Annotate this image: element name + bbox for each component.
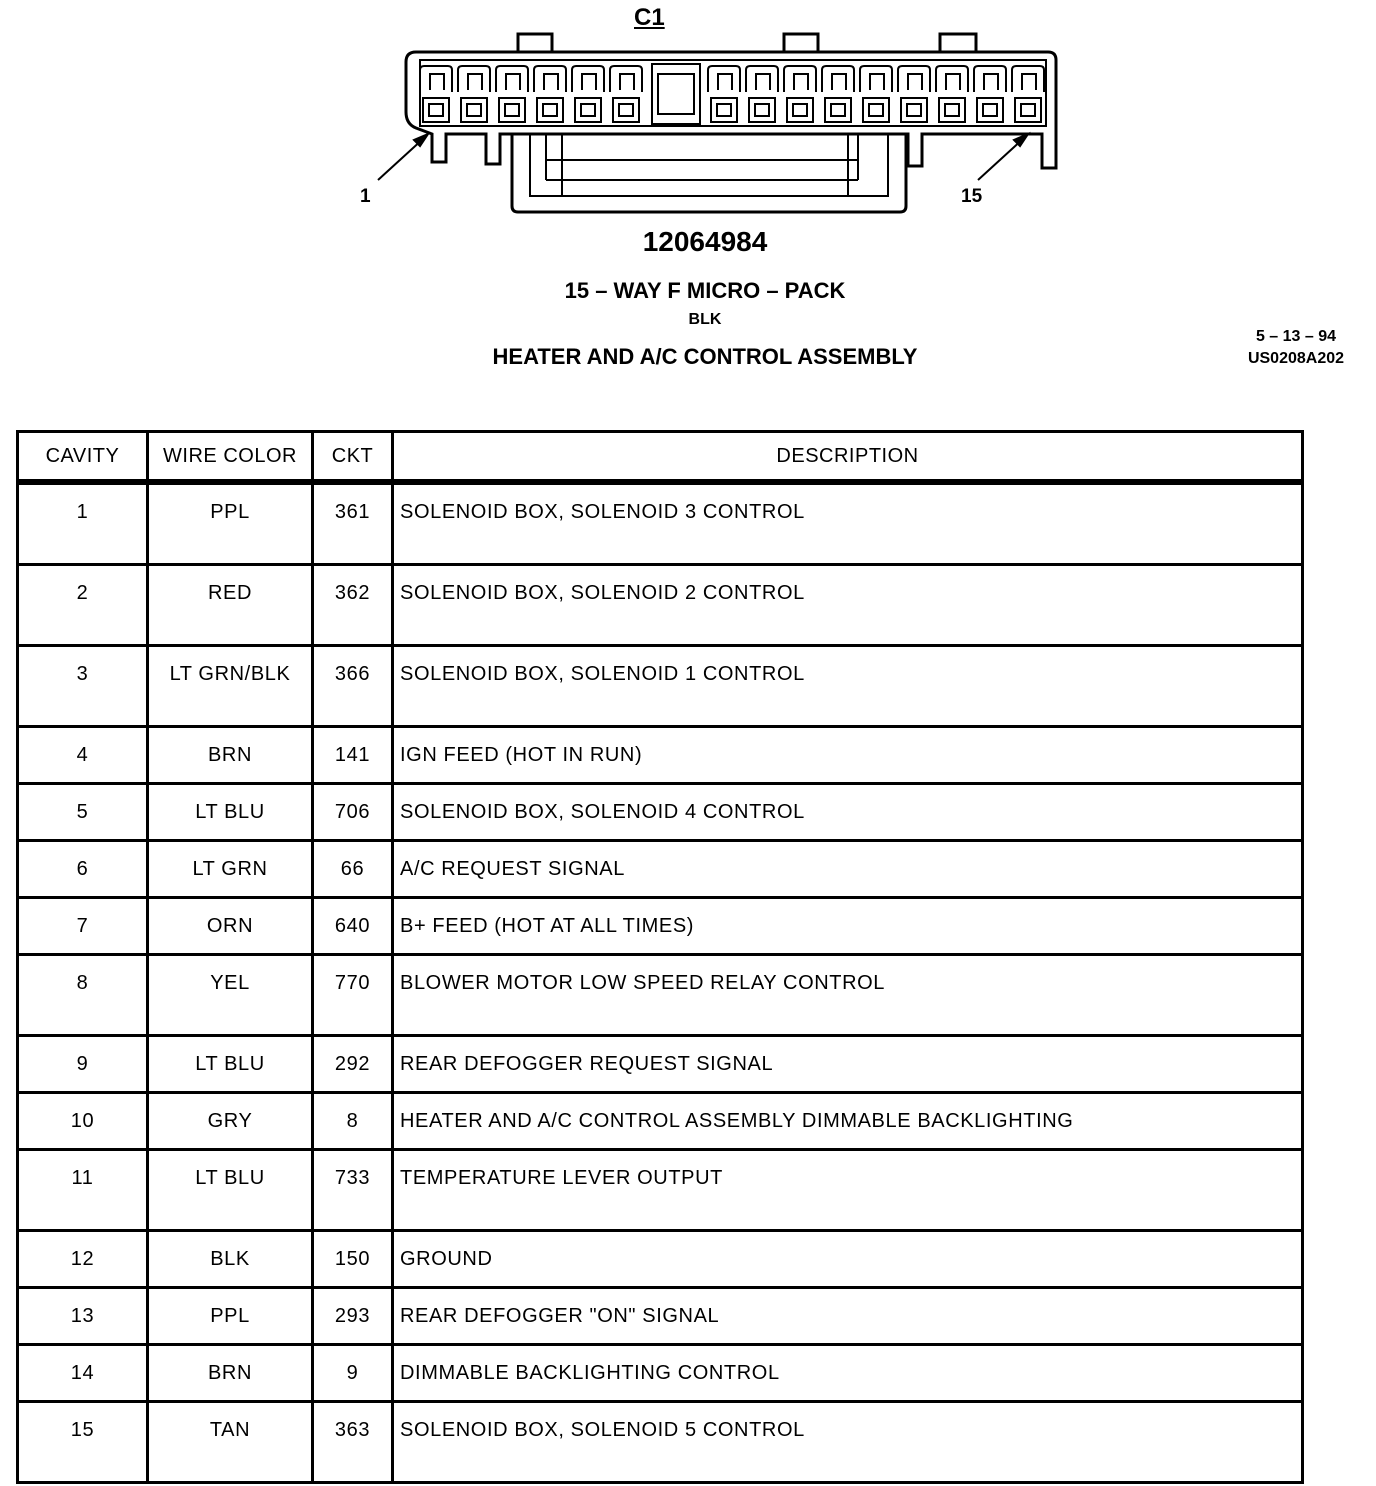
description-cell: B+ FEED (HOT AT ALL TIMES) <box>393 898 1303 955</box>
cavity-latch <box>936 66 968 92</box>
description-cell: HEATER AND A/C CONTROL ASSEMBLY DIMMABLE BACKLIGHTING <box>393 1093 1303 1150</box>
description-cell: REAR DEFOGGER REQUEST SIGNAL <box>393 1036 1303 1093</box>
description-cell: GROUND <box>393 1231 1303 1288</box>
cavity-terminal <box>901 98 927 122</box>
cavity-cell: 8 <box>18 955 148 1036</box>
cavity-latch <box>496 66 528 92</box>
cavity-terminal <box>423 98 449 122</box>
figure-date: 5 – 13 – 94 <box>1255 328 1337 345</box>
column-header-cavity: CAVITY <box>18 432 148 483</box>
connector-id: C1 <box>634 4 665 31</box>
wire-color-cell: LT BLU <box>148 784 313 841</box>
description-cell: SOLENOID BOX, SOLENOID 5 CONTROL <box>393 1402 1303 1483</box>
connector-type: 15 – WAY F MICRO – PACK <box>564 278 846 303</box>
pin-15-label: 15 <box>961 186 983 207</box>
table-header-row <box>18 432 1303 483</box>
cavity-cell: 15 <box>18 1402 148 1483</box>
cavity-terminal <box>711 98 737 122</box>
description-cell: TEMPERATURE LEVER OUTPUT <box>393 1150 1303 1231</box>
cavity-latch <box>822 66 854 92</box>
cavity-cell: 13 <box>18 1288 148 1345</box>
cavity-terminal-inner <box>983 104 997 116</box>
cavity-latch-inner <box>832 74 846 90</box>
table-row <box>18 784 1303 841</box>
cavity-terminal-inner <box>467 104 481 116</box>
wire-color-cell: LT GRN/BLK <box>148 646 313 727</box>
cavity-terminal <box>613 98 639 122</box>
table-row <box>18 646 1303 727</box>
cavity-terminal <box>537 98 563 122</box>
cavity-latch-inner <box>870 74 884 90</box>
cavity-latch <box>898 66 930 92</box>
description-cell: SOLENOID BOX, SOLENOID 4 CONTROL <box>393 784 1303 841</box>
cavity-latch-inner <box>794 74 808 90</box>
description-cell: REAR DEFOGGER "ON" SIGNAL <box>393 1288 1303 1345</box>
column-header-ckt: CKT <box>313 432 393 483</box>
cavity-cell: 10 <box>18 1093 148 1150</box>
cavity-cell: 2 <box>18 565 148 646</box>
cavity-latch <box>572 66 604 92</box>
cavity-terminal <box>499 98 525 122</box>
cavity-terminal-inner <box>831 104 845 116</box>
cavity-terminal-inner <box>907 104 921 116</box>
table-row <box>18 1231 1303 1288</box>
cavity-terminal-inner <box>543 104 557 116</box>
cavity-terminal <box>825 98 851 122</box>
cavity-latch-inner <box>756 74 770 90</box>
column-header-description: DESCRIPTION <box>393 432 1303 483</box>
cavity-latch <box>1012 66 1044 92</box>
cavity-latch-inner <box>908 74 922 90</box>
circuit-cell: 363 <box>313 1402 393 1483</box>
circuit-cell: 8 <box>313 1093 393 1150</box>
wire-color-cell: LT GRN <box>148 841 313 898</box>
circuit-cell: 66 <box>313 841 393 898</box>
cavity-terminal-inner <box>869 104 883 116</box>
cavity-terminal-inner <box>581 104 595 116</box>
cavity-latch <box>974 66 1006 92</box>
cavity-cell: 9 <box>18 1036 148 1093</box>
description-cell: DIMMABLE BACKLIGHTING CONTROL <box>393 1345 1303 1402</box>
cavity-latch <box>534 66 566 92</box>
table-row <box>18 727 1303 784</box>
cavity-latch-inner <box>984 74 998 90</box>
description-cell: A/C REQUEST SIGNAL <box>393 841 1303 898</box>
connector-cavities <box>420 66 1044 122</box>
cavity-terminal <box>749 98 775 122</box>
cavity-cell: 6 <box>18 841 148 898</box>
cavity-latch-inner <box>430 74 444 90</box>
circuit-cell: 293 <box>313 1288 393 1345</box>
cavity-terminal <box>977 98 1003 122</box>
cavity-latch <box>784 66 816 92</box>
cavity-cell: 11 <box>18 1150 148 1231</box>
pinout-table <box>16 430 1304 1484</box>
component-name: HEATER AND A/C CONTROL ASSEMBLY <box>492 344 918 369</box>
column-header-wire-color: WIRE COLOR <box>148 432 313 483</box>
wire-color-cell: YEL <box>148 955 313 1036</box>
pinout-table-body <box>18 482 1303 1483</box>
cavity-latch <box>610 66 642 92</box>
table-row <box>18 1036 1303 1093</box>
wire-color-cell: BLK <box>148 1231 313 1288</box>
table-row <box>18 565 1303 646</box>
cavity-terminal-inner <box>505 104 519 116</box>
cavity-latch <box>860 66 892 92</box>
wire-color-cell: RED <box>148 565 313 646</box>
cavity-terminal <box>1015 98 1041 122</box>
wire-color-cell: GRY <box>148 1093 313 1150</box>
cavity-terminal-inner <box>619 104 633 116</box>
cavity-terminal <box>461 98 487 122</box>
cavity-terminal-inner <box>717 104 731 116</box>
circuit-cell: 640 <box>313 898 393 955</box>
circuit-cell: 292 <box>313 1036 393 1093</box>
cavity-latch-inner <box>1022 74 1036 90</box>
wire-color-cell: BRN <box>148 727 313 784</box>
table-row <box>18 1093 1303 1150</box>
description-cell: IGN FEED (HOT IN RUN) <box>393 727 1303 784</box>
wire-color-cell: LT BLU <box>148 1150 313 1231</box>
table-row <box>18 482 1303 565</box>
circuit-cell: 141 <box>313 727 393 784</box>
cavity-terminal-inner <box>945 104 959 116</box>
description-cell: SOLENOID BOX, SOLENOID 2 CONTROL <box>393 565 1303 646</box>
circuit-cell: 770 <box>313 955 393 1036</box>
cavity-cell: 12 <box>18 1231 148 1288</box>
pin-arrows <box>378 134 1028 180</box>
circuit-cell: 362 <box>313 565 393 646</box>
table-row <box>18 841 1303 898</box>
cavity-terminal <box>939 98 965 122</box>
circuit-cell: 361 <box>313 482 393 565</box>
circuit-cell: 9 <box>313 1345 393 1402</box>
circuit-cell: 150 <box>313 1231 393 1288</box>
cavity-latch-inner <box>468 74 482 90</box>
cavity-terminal-inner <box>793 104 807 116</box>
cavity-latch-inner <box>582 74 596 90</box>
cavity-terminal-inner <box>755 104 769 116</box>
wire-color-cell: LT BLU <box>148 1036 313 1093</box>
cavity-latch-inner <box>946 74 960 90</box>
table-row <box>18 955 1303 1036</box>
description-cell: SOLENOID BOX, SOLENOID 3 CONTROL <box>393 482 1303 565</box>
cavity-terminal <box>863 98 889 122</box>
cavity-latch <box>420 66 452 92</box>
wire-color-cell: PPL <box>148 482 313 565</box>
cavity-latch <box>458 66 490 92</box>
cavity-cell: 7 <box>18 898 148 955</box>
table-row <box>18 1150 1303 1231</box>
cavity-cell: 14 <box>18 1345 148 1402</box>
cavity-terminal <box>575 98 601 122</box>
cavity-latch-inner <box>506 74 520 90</box>
cavity-cell: 3 <box>18 646 148 727</box>
description-cell: BLOWER MOTOR LOW SPEED RELAY CONTROL <box>393 955 1303 1036</box>
pin-1-label: 1 <box>360 186 371 207</box>
cavity-latch <box>746 66 778 92</box>
connector-color: BLK <box>688 311 722 328</box>
cavity-latch-inner <box>544 74 558 90</box>
description-cell: SOLENOID BOX, SOLENOID 1 CONTROL <box>393 646 1303 727</box>
cavity-cell: 1 <box>18 482 148 565</box>
wire-color-cell: BRN <box>148 1345 313 1402</box>
circuit-cell: 366 <box>313 646 393 727</box>
cavity-latch <box>708 66 740 92</box>
wire-color-cell: TAN <box>148 1402 313 1483</box>
table-row <box>18 1402 1303 1483</box>
part-number: 12064984 <box>642 226 768 257</box>
table-row <box>18 1345 1303 1402</box>
cavity-cell: 5 <box>18 784 148 841</box>
figure-id: US0208A202 <box>1247 350 1345 367</box>
table-row <box>18 1288 1303 1345</box>
circuit-cell: 733 <box>313 1150 393 1231</box>
cavity-latch-inner <box>620 74 634 90</box>
cavity-terminal-inner <box>1021 104 1035 116</box>
cavity-latch-inner <box>718 74 732 90</box>
table-row <box>18 898 1303 955</box>
circuit-cell: 706 <box>313 784 393 841</box>
wire-color-cell: PPL <box>148 1288 313 1345</box>
wire-color-cell: ORN <box>148 898 313 955</box>
cavity-cell: 4 <box>18 727 148 784</box>
cavity-terminal-inner <box>429 104 443 116</box>
cavity-terminal <box>787 98 813 122</box>
